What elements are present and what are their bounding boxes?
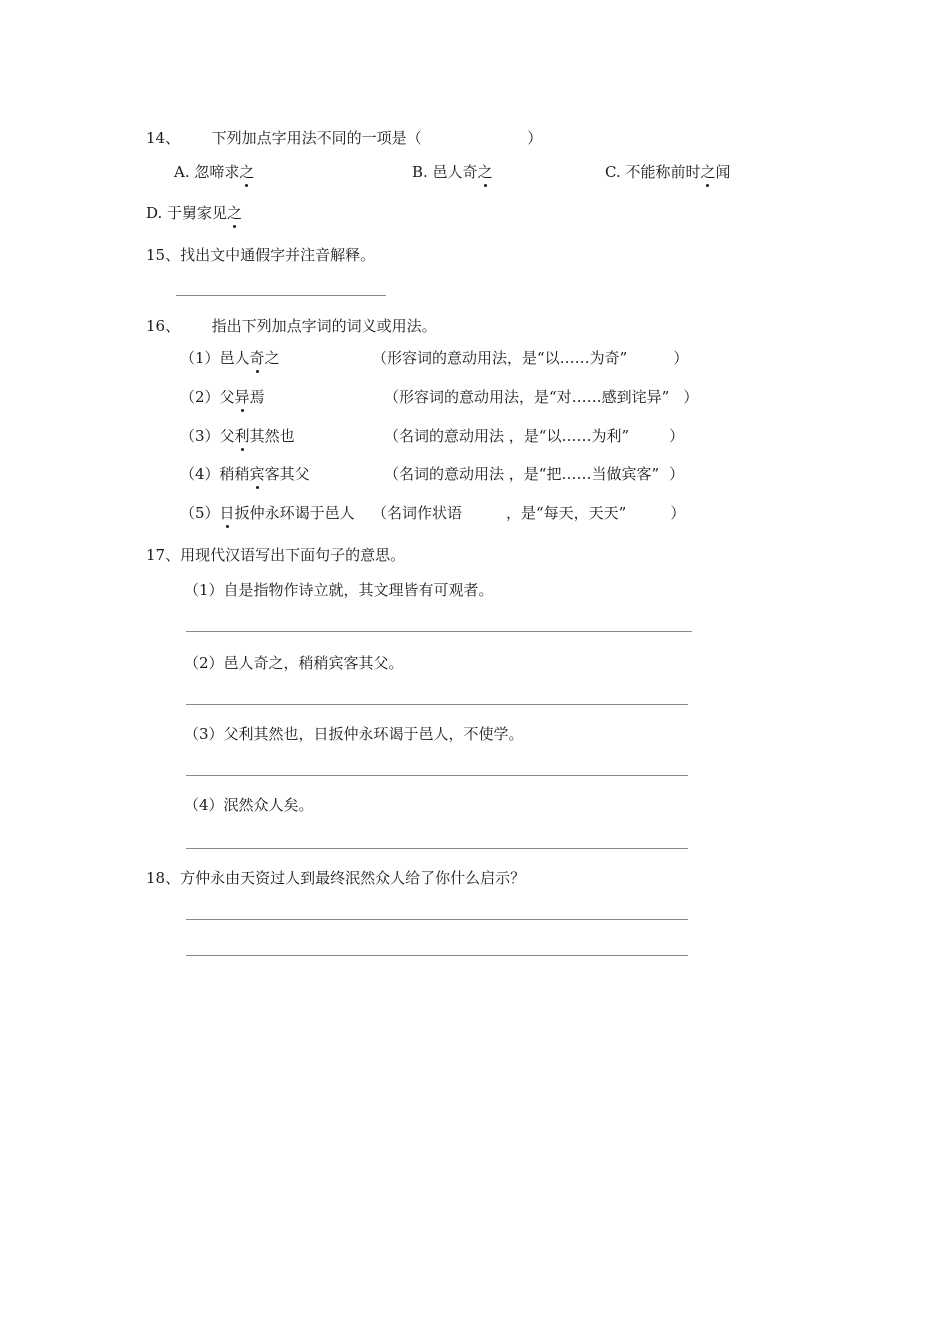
dotted-char: 之 [227, 204, 243, 222]
q16-answer-4: （名词的意动用法 ，是“把……当做宾客” ） [384, 465, 685, 483]
q16-item-1: （1）邑人奇之 [180, 349, 280, 367]
answer-line[interactable] [186, 955, 688, 956]
q16-stem [146, 316, 437, 336]
q17-question: 17、用现代汉语写出下面句子的意思。 [146, 546, 406, 564]
q16-answer-5: （名词作状语 ，是“每天，天天” ） [372, 504, 686, 522]
q17-item-2: （2）邑人奇之，稍稍宾客其父。 [184, 654, 404, 672]
dotted-char: 之 [477, 163, 493, 181]
q16-item-4: （4）稍稍宾客其父 [180, 465, 310, 483]
q14-number: 14、 [146, 129, 181, 147]
q16-answer-1: （形容词的意动用法，是“以……为奇” ） [372, 349, 689, 367]
q14-paren-close: ） [527, 129, 543, 147]
q18-question: 18、方仲永由天资过人到最终泯然众人给了你什么启示？ [146, 869, 526, 887]
dotted-char: 宾 [249, 465, 265, 483]
answer-line[interactable] [186, 775, 688, 776]
q14-option-c: C. 不能称前时之闻 [605, 163, 731, 181]
q14-question: 下列加点字用法不同的一项是（ [211, 129, 422, 147]
answer-line[interactable] [186, 704, 688, 705]
dotted-char: 之 [700, 163, 716, 181]
q16-item-5: （5）日扳仲永环谒于邑人 [180, 504, 355, 522]
q14-option-d: D. 于舅家见之 [146, 204, 243, 222]
q15-question: 15、找出文中通假字并注音解释。 [146, 246, 376, 264]
dotted-char: 异 [234, 388, 250, 406]
q16-item-3: （3）父利其然也 [180, 427, 295, 445]
q16-item-2: （2）父异焉 [180, 388, 265, 406]
dotted-char: 利 [234, 427, 250, 445]
q14-stem [146, 128, 542, 148]
q16-question: 指出下列加点字词的词义或用法。 [211, 317, 437, 335]
answer-line[interactable] [186, 848, 688, 849]
q14-option-b: B. 邑人奇之 [412, 163, 493, 181]
q14-option-a: A. 忽啼求之 [174, 163, 255, 181]
answer-line[interactable] [186, 919, 688, 920]
q17-item-4: （4）泯然众人矣。 [184, 796, 314, 814]
q17-item-3: （3）父利其然也，日扳仲永环谒于邑人，不使学。 [184, 725, 524, 743]
q17-item-1: （1）自是指物作诗立就，其文理皆有可观者。 [184, 581, 494, 599]
dotted-char: 之 [239, 163, 255, 181]
dotted-char: 日 [219, 504, 235, 522]
answer-line[interactable] [176, 295, 386, 296]
q16-number: 16、 [146, 317, 181, 335]
dotted-char: 奇 [249, 349, 265, 367]
q16-answer-2: （形容词的意动用法，是“对……感到诧异” ） [384, 388, 699, 406]
answer-line[interactable] [186, 631, 692, 632]
q16-answer-3: （名词的意动用法 ，是“以……为利” ） [384, 427, 685, 445]
